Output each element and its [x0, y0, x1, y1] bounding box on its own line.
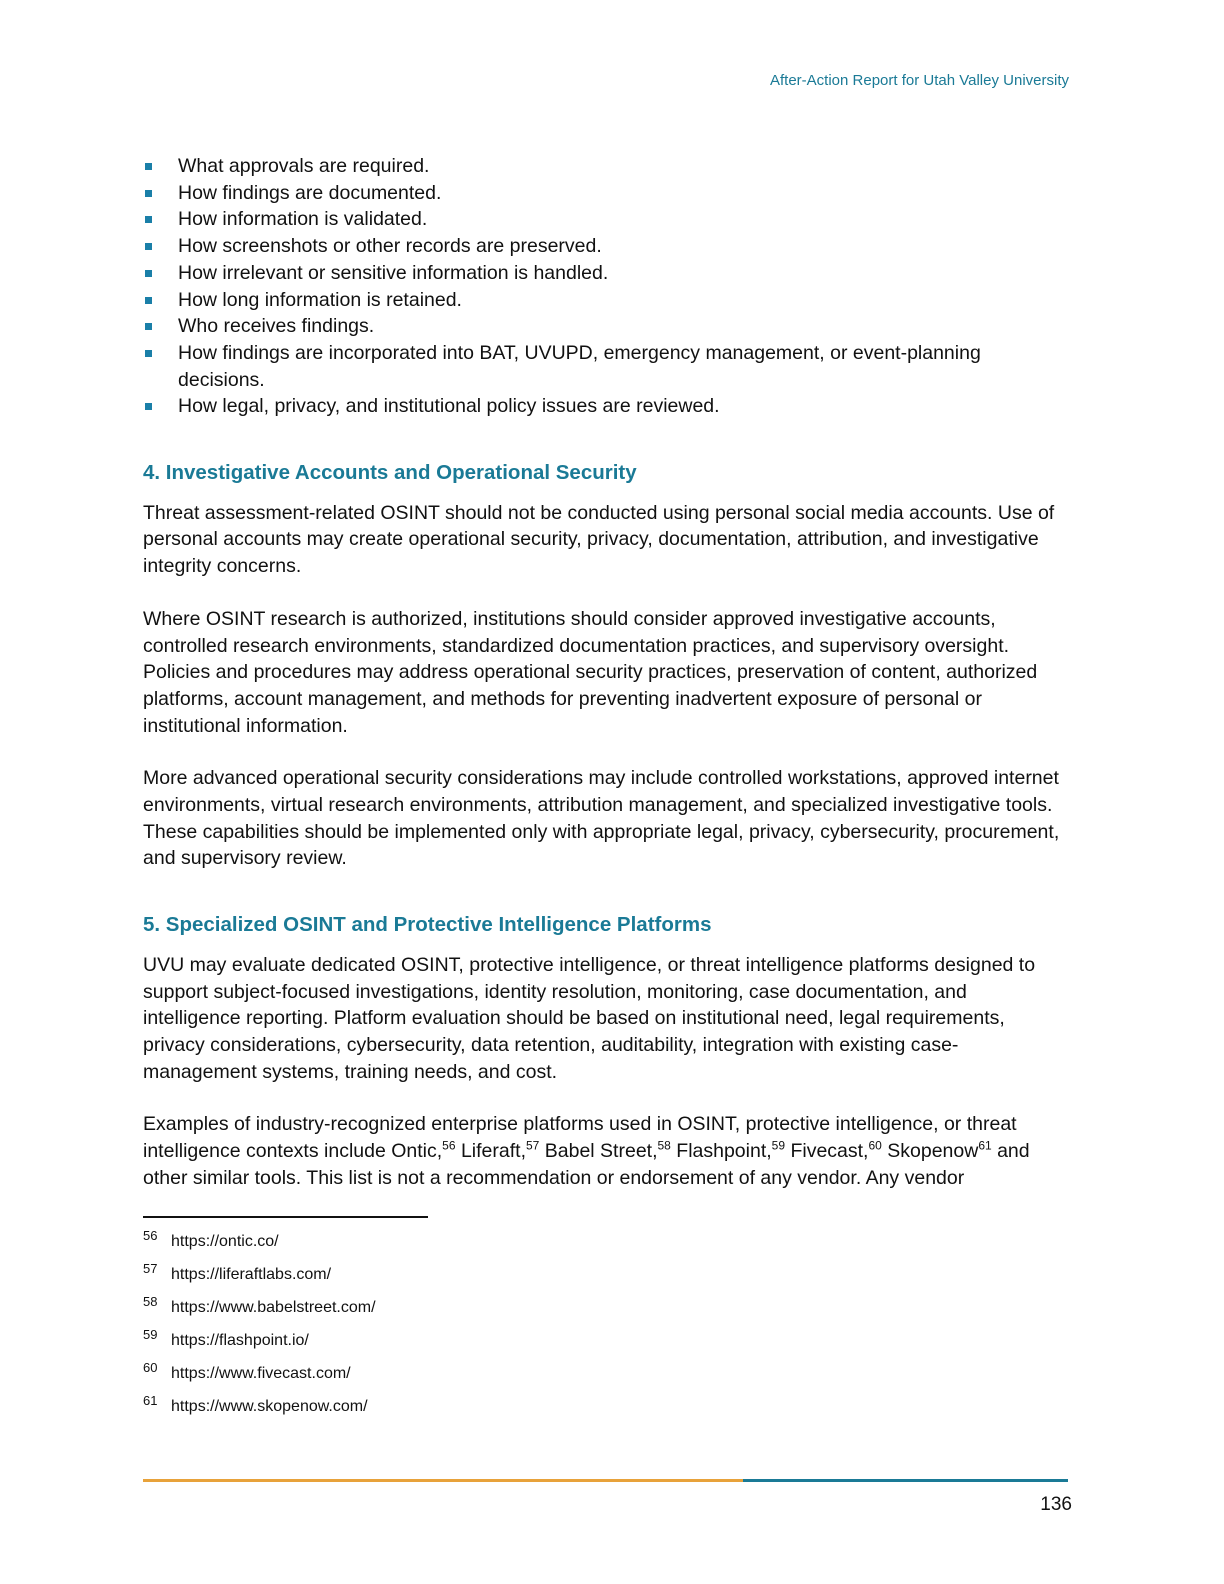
footer-rule-teal [743, 1479, 1068, 1482]
footnotes [143, 1229, 376, 1427]
page-number: 136 [1040, 1494, 1072, 1515]
footnote-ref[interactable]: 57 [525, 1138, 540, 1153]
square-bullet-icon [145, 163, 152, 170]
section-5-heading: 5. Specialized OSINT and Protective Intelligence Platforms [143, 913, 712, 937]
footnote-ref[interactable]: 60 [868, 1138, 882, 1153]
section-4-paragraph: Threat assessment-related OSINT should not be conducted using personal social media accounts. Use of personal accounts may create operational security, privacy, documentation, attribution, and investigative integrity concerns. [143, 501, 1055, 578]
footnote-number: 60 [143, 1360, 158, 1375]
square-bullet-icon [145, 190, 152, 197]
footnote [143, 1229, 376, 1262]
footnote [143, 1394, 376, 1427]
square-bullet-icon [145, 216, 152, 223]
list-item: How irrelevant or sensitive information is handled. [143, 260, 1068, 287]
footnote-link[interactable]: https://ontic.co/ [171, 1233, 279, 1250]
section-5-paragraph: Examples of industry-recognized enterprise platforms used in OSINT, protective intelligence, or threat intelligence contexts include Ontic,$^{56}$ Liferaft,$^{57}$ Babel Street,$^{58}$ Flashpoint,$^{59}$ Fivecast,$^{60}$ Skopenow$^{61}$ and other similar tools. This list is not a recommendation or endorsement of any vendor. Any vendor [143, 1113, 1030, 1189]
square-bullet-icon [145, 270, 152, 277]
footnote [143, 1262, 376, 1295]
footnote-number: 61 [143, 1393, 158, 1408]
list-item: How information is validated. [143, 206, 1068, 233]
list-item: How long information is retained. [143, 287, 1068, 314]
running-header: After-Action Report for Utah Valley University [770, 72, 1069, 89]
footnote-number: 58 [143, 1294, 158, 1309]
footnote [143, 1295, 376, 1328]
footnote-number: 56 [143, 1228, 158, 1243]
list-item: What approvals are required. [143, 153, 1068, 180]
list-item: How findings are incorporated into BAT, UVUPD, emergency management, or event-planning decisions. [143, 340, 1068, 393]
square-bullet-icon [145, 243, 152, 250]
footnote-number: 57 [143, 1261, 158, 1276]
list-item: Who receives findings. [143, 313, 1068, 340]
list-item: How legal, privacy, and institutional policy issues are reviewed. [143, 393, 1068, 420]
section-4-paragraph: More advanced operational security considerations may include controlled workstations, approved internet environments, virtual research environments, attribution management, and specialized investigative tools. These capabilities should be implemented only with appropriate legal, privacy, cybersecurity, procurement, and supervisory review. [143, 767, 1060, 870]
footnote [143, 1328, 376, 1361]
footnote-ref[interactable]: 58 [657, 1138, 671, 1153]
footnote-number: 59 [143, 1327, 158, 1342]
bullet-list [143, 153, 1068, 420]
footnote-divider [143, 1216, 428, 1218]
section-5-paragraph: UVU may evaluate dedicated OSINT, protective intelligence, or threat intelligence platforms designed to support subject-focused investigations, identity resolution, monitoring, case documentation, and intelligence reporting. Platform evaluation should be based on institutional need, legal requirements, privacy considerations, cybersecurity, data retention, auditability, integration with existing case-management systems, training needs, and cost. [143, 953, 1036, 1083]
page-body [143, 153, 1068, 1192]
footnote-link[interactable]: https://www.babelstreet.com/ [171, 1299, 376, 1316]
footnote-ref[interactable]: 61 [978, 1138, 992, 1153]
footer-rule-gold [143, 1479, 743, 1482]
list-item: How screenshots or other records are preserved. [143, 233, 1068, 260]
section-4-heading: 4. Investigative Accounts and Operational Security [143, 461, 637, 485]
square-bullet-icon [145, 350, 152, 357]
square-bullet-icon [145, 297, 152, 304]
footnote-link[interactable]: https://liferaftlabs.com/ [171, 1266, 332, 1283]
list-item: How findings are documented. [143, 180, 1068, 207]
footnote-link[interactable]: https://flashpoint.io/ [171, 1332, 309, 1349]
footnote [143, 1361, 376, 1394]
square-bullet-icon [145, 403, 152, 410]
square-bullet-icon [145, 323, 152, 330]
footnote-ref[interactable]: 59 [771, 1138, 786, 1153]
footnote-ref[interactable]: 56 [442, 1138, 456, 1153]
footnote-link[interactable]: https://www.skopenow.com/ [171, 1398, 368, 1415]
footnote-link[interactable]: https://www.fivecast.com/ [171, 1365, 351, 1382]
section-4-paragraph: Where OSINT research is authorized, institutions should consider approved investigative accounts, controlled research environments, standardized documentation practices, and supervisory oversight. Policies and procedures may address operational security practices, preservation of content, authorized platforms, account management, and methods for preventing inadvertent exposure of personal or institutional information. [143, 607, 1038, 737]
